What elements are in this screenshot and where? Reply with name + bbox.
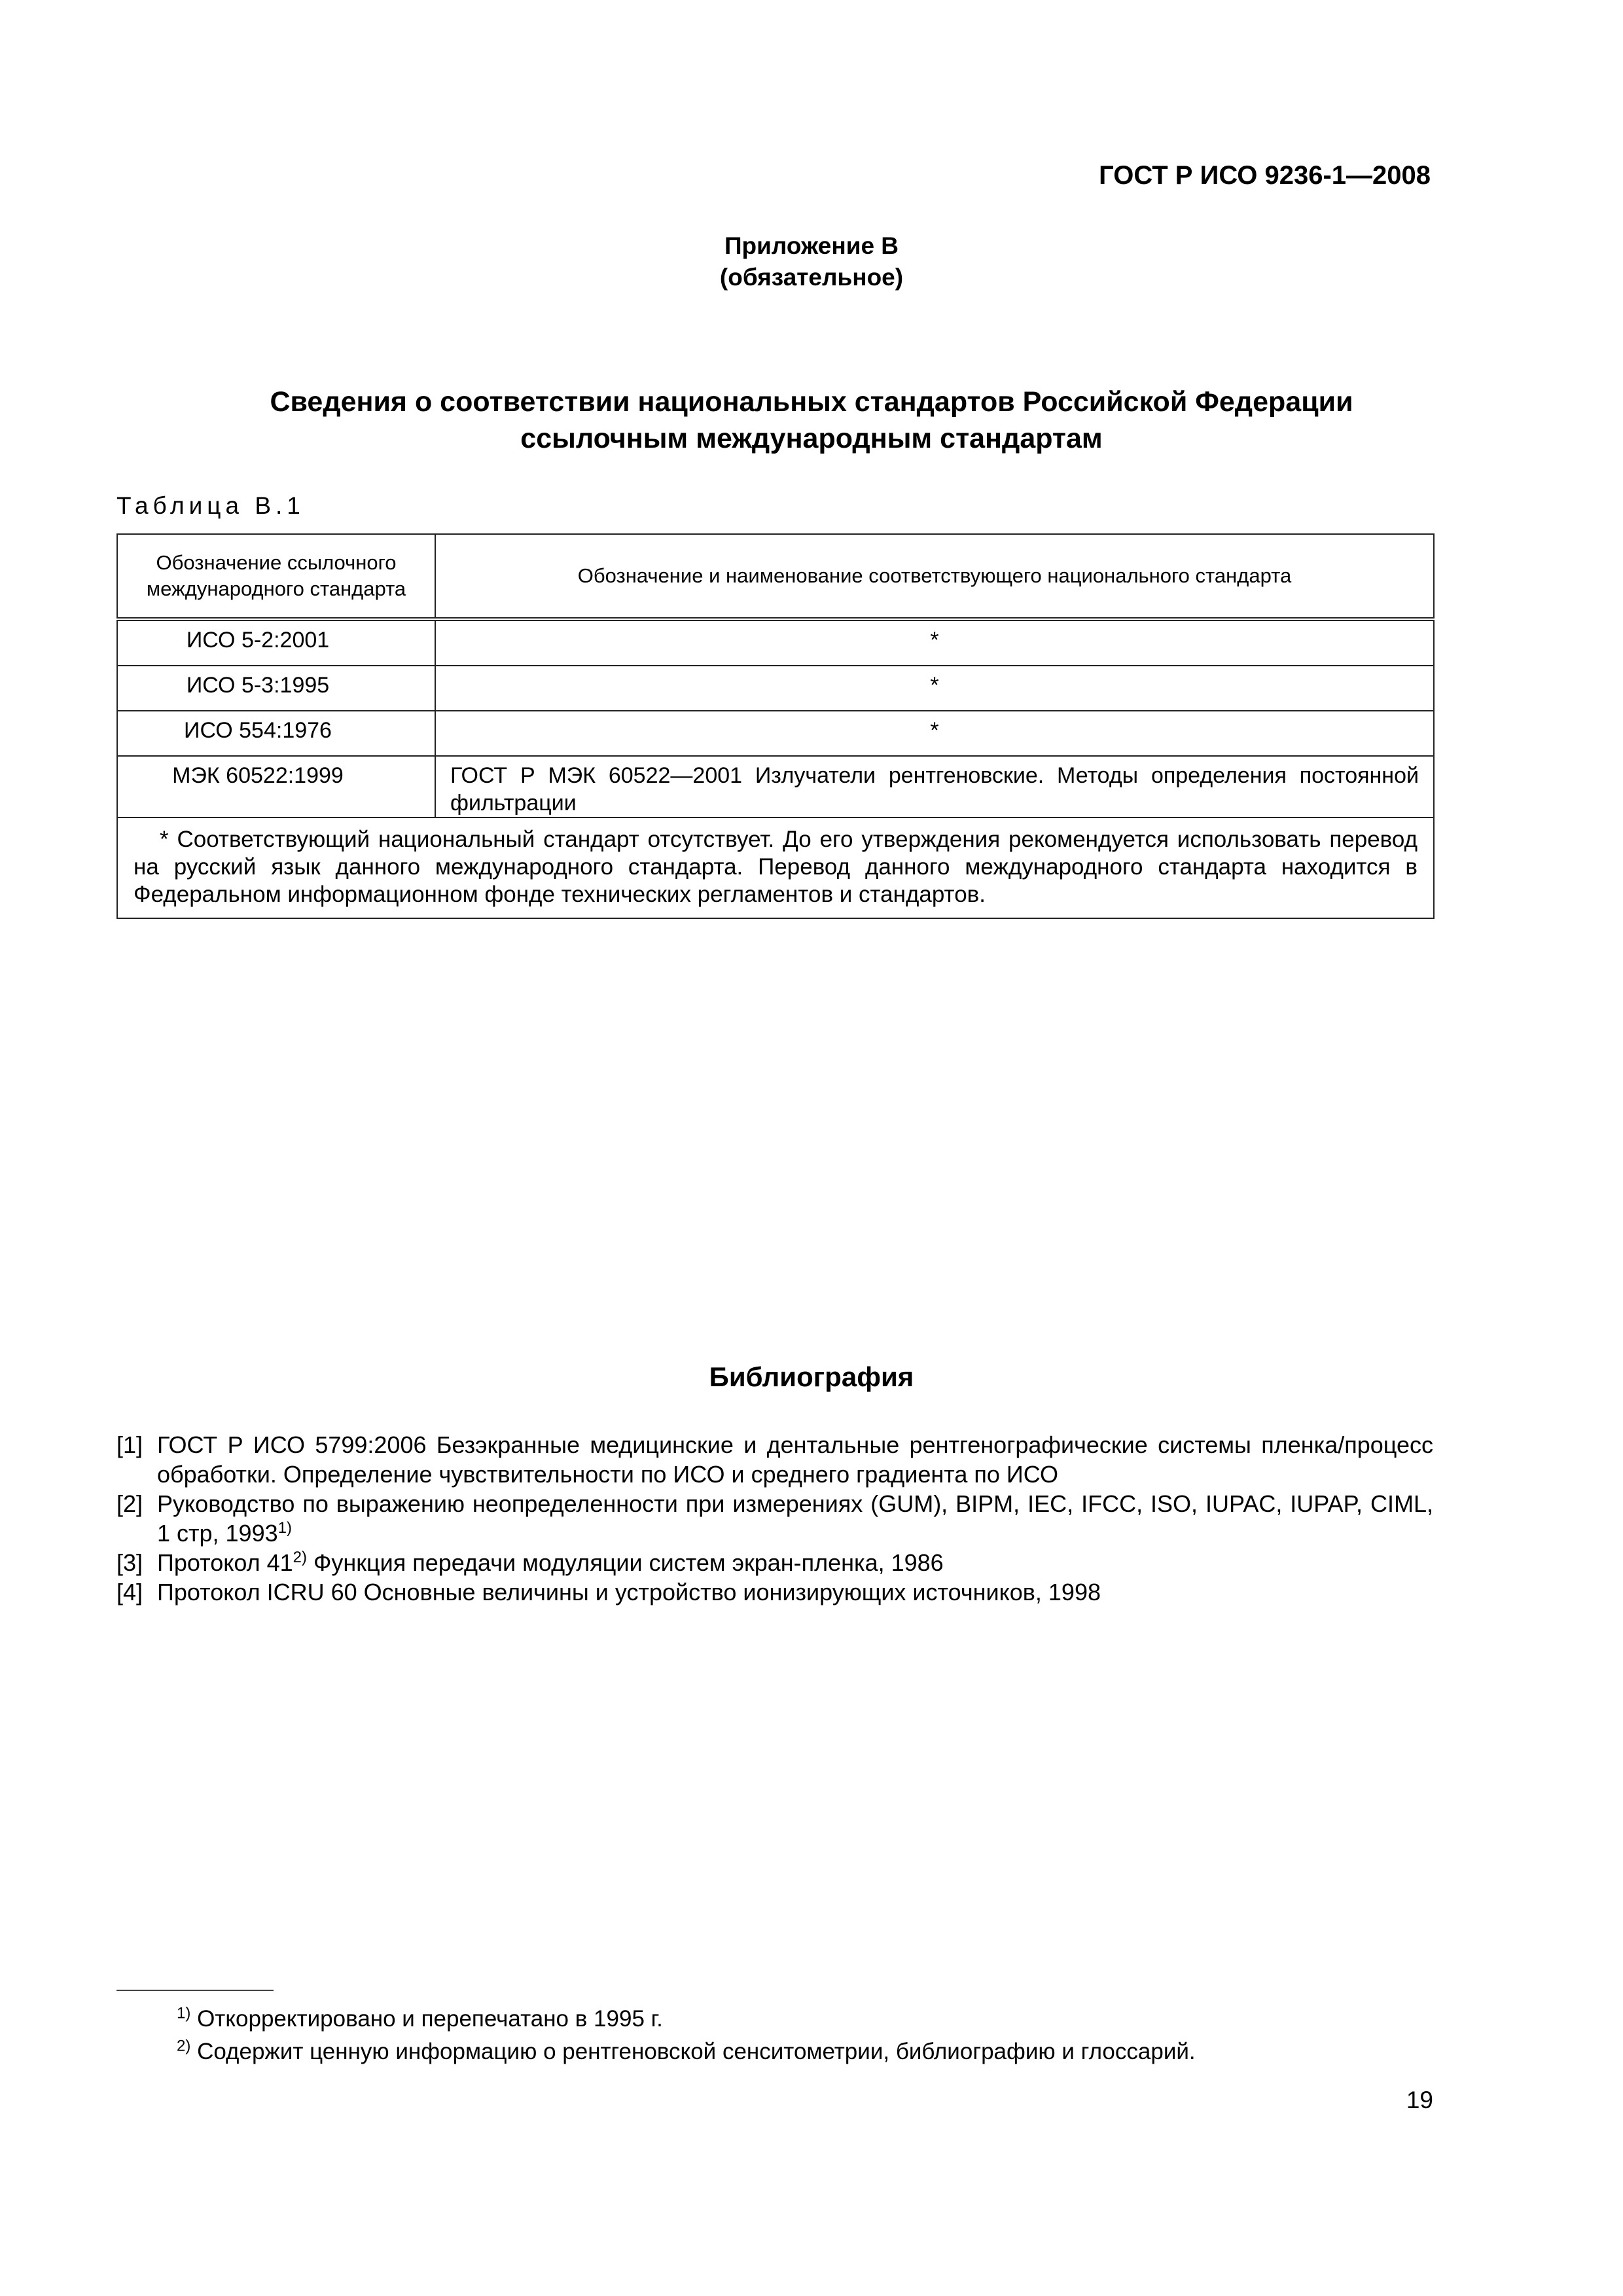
- section-title-line2: ссылочным международным стандартам: [520, 423, 1103, 454]
- national-cell: *: [435, 711, 1434, 756]
- header-national-standard: Обозначение и наименование соответствующего национального стандарта: [435, 534, 1434, 619]
- table-note: * Соответствующий национальный стандарт отсутствует. До его утверждения рекомендуется использовать перевод на русский язык данного международного стандарта. Перевод данного международного стандарта находится в Федеральном информационном фонде технических регламентов и стандартов.: [117, 817, 1434, 918]
- bibliography-item: [116, 1430, 1433, 1489]
- section-title: [0, 384, 1623, 457]
- page-number: 19: [1406, 2087, 1433, 2113]
- table-row: [117, 711, 1434, 756]
- bibliography-number: [1]: [116, 1431, 143, 1458]
- bibliography-item: [116, 1489, 1433, 1548]
- bibliography-list: [116, 1430, 1433, 1607]
- bibliography-text: Протокол ICRU 60 Основные величины и устройство ионизирующих источников, 1998: [157, 1579, 1101, 1605]
- table-row: [117, 666, 1434, 711]
- annex-title: Приложение В: [724, 232, 899, 259]
- bibliography-number: [3]: [116, 1549, 143, 1576]
- table-row: [117, 619, 1434, 666]
- bibliography-title: Библиография: [709, 1361, 914, 1392]
- footnote: [177, 2036, 1196, 2068]
- bibliography-text: Функция передачи модуляции систем экран-пленка, 1986: [307, 1549, 944, 1576]
- document-code: ГОСТ Р ИСО 9236-1—2008: [1099, 161, 1431, 190]
- national-cell: ГОСТ Р МЭК 60522—2001 Излучатели рентгеновские. Методы определения постоянной фильтрации: [435, 756, 1434, 817]
- ref-cell: ИСО 5-2:2001: [117, 619, 435, 666]
- annex-heading: [0, 230, 1623, 293]
- table-note-row: [117, 817, 1434, 918]
- footnote: [177, 2003, 1196, 2036]
- header-ref-standard: Обозначение ссылочного международного стандарта: [117, 534, 435, 619]
- footnotes: [177, 2003, 1196, 2068]
- standards-table: [116, 533, 1435, 919]
- table-label: Таблица В.1: [116, 492, 305, 519]
- footnote-text: Содержит ценную информацию о рентгеновской сенситометрии, библиографию и глоссарий.: [197, 2039, 1196, 2064]
- annex-status: (обязательное): [719, 264, 904, 291]
- footnote-divider: [116, 1990, 274, 1991]
- bibliography-number: [4]: [116, 1579, 143, 1605]
- table-row: [117, 756, 1434, 817]
- bibliography-number: [2]: [116, 1490, 143, 1517]
- national-cell: *: [435, 619, 1434, 666]
- ref-cell: ИСО 5-3:1995: [117, 666, 435, 711]
- bibliography-item: [116, 1548, 1433, 1577]
- ref-cell: ИСО 554:1976: [117, 711, 435, 756]
- footnote-text: Откорректировано и перепечатано в 1995 г.: [197, 2006, 663, 2032]
- bibliography-text: Руководство по выражению неопределенности при измерениях (GUM), BIPM, IEC, IFCC, ISO, IUPAC, IUPAP, CIML, 1 стр, 1993: [157, 1490, 1433, 1547]
- table-header-row: [117, 534, 1434, 619]
- footnote-ref: 2): [293, 1549, 308, 1566]
- bibliography-text-prefix: Протокол 41: [157, 1549, 293, 1576]
- national-cell: *: [435, 666, 1434, 711]
- footnote-ref: 1): [277, 1519, 292, 1537]
- footnote-mark: 2): [177, 2037, 191, 2055]
- footnote-mark: 1): [177, 2004, 191, 2022]
- ref-cell: МЭК 60522:1999: [117, 756, 435, 817]
- bibliography-text: ГОСТ Р ИСО 5799:2006 Безэкранные медицинские и дентальные рентгенографические системы пленка/процесс обработки. Определение чувствительности по ИСО и среднего градиента по ИСО: [157, 1431, 1433, 1488]
- bibliography-item: [116, 1577, 1433, 1607]
- section-title-line1: Сведения о соответствии национальных стандартов Российской Федерации: [270, 386, 1353, 418]
